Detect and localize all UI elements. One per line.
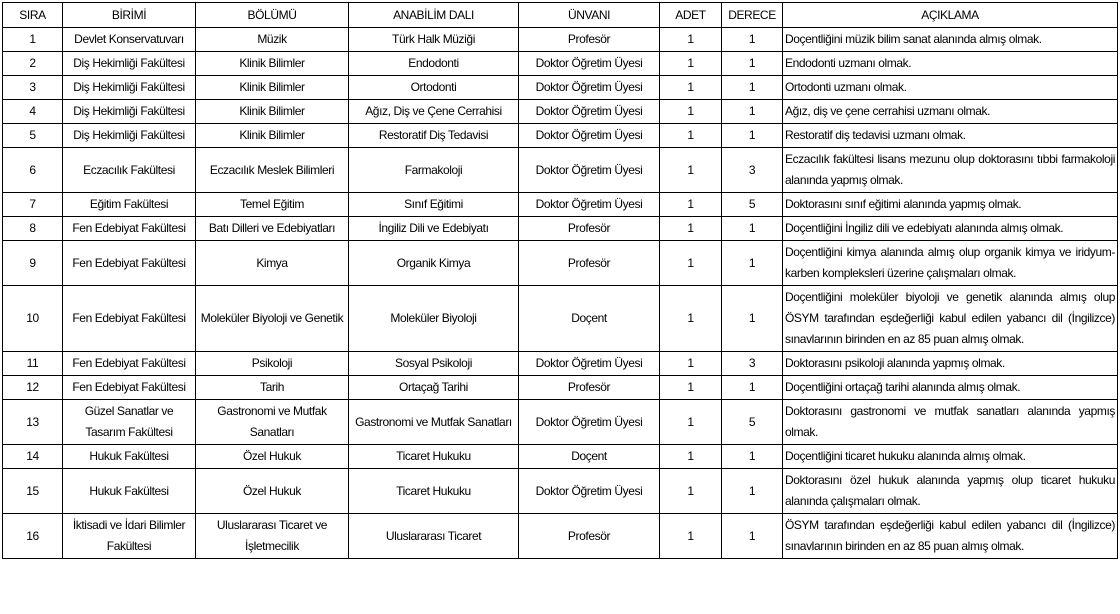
cell-sira: 14 <box>3 445 63 469</box>
cell-adet: 1 <box>660 376 722 400</box>
cell-unvan: Profesör <box>519 514 660 559</box>
cell-birim: Diş Hekimliği Fakültesi <box>63 124 196 148</box>
cell-aciklama: Doçentliğini ortaçağ tarihi alanında almış olmak. <box>783 376 1118 400</box>
cell-unvan: Doktor Öğretim Üyesi <box>519 76 660 100</box>
cell-bolum: Moleküler Biyoloji ve Genetik <box>196 286 349 352</box>
cell-birim: Fen Edebiyat Fakültesi <box>63 286 196 352</box>
cell-derece: 1 <box>722 445 783 469</box>
cell-sira: 11 <box>3 352 63 376</box>
cell-derece: 5 <box>722 400 783 445</box>
cell-aciklama: Doçentliğini ticaret hukuku alanında almış olmak. <box>783 445 1118 469</box>
cell-sira: 6 <box>3 148 63 193</box>
cell-aciklama: Doktorasını psikoloji alanında yapmış olmak. <box>783 352 1118 376</box>
cell-aciklama: Ortodonti uzmanı olmak. <box>783 76 1118 100</box>
cell-bolum: Psikoloji <box>196 352 349 376</box>
cell-adet: 1 <box>660 469 722 514</box>
header-aciklama: AÇIKLAMA <box>783 3 1118 28</box>
cell-unvan: Doktor Öğretim Üyesi <box>519 400 660 445</box>
cell-anabilim-dali: İngiliz Dili ve Edebiyatı <box>349 217 519 241</box>
cell-adet: 1 <box>660 100 722 124</box>
cell-adet: 1 <box>660 286 722 352</box>
cell-adet: 1 <box>660 400 722 445</box>
table-row <box>3 241 1118 286</box>
cell-unvan: Doktor Öğretim Üyesi <box>519 124 660 148</box>
cell-adet: 1 <box>660 241 722 286</box>
cell-birim: İktisadi ve İdari Bilimler Fakültesi <box>63 514 196 559</box>
staff-positions-table-wrapper <box>2 2 1118 559</box>
cell-unvan: Doktor Öğretim Üyesi <box>519 352 660 376</box>
cell-anabilim-dali: Ortodonti <box>349 76 519 100</box>
table-body <box>3 28 1118 559</box>
cell-sira: 4 <box>3 100 63 124</box>
table-row <box>3 124 1118 148</box>
cell-birim: Fen Edebiyat Fakültesi <box>63 217 196 241</box>
cell-adet: 1 <box>660 352 722 376</box>
cell-anabilim-dali: Gastronomi ve Mutfak Sanatları <box>349 400 519 445</box>
cell-sira: 16 <box>3 514 63 559</box>
cell-derece: 3 <box>722 148 783 193</box>
cell-unvan: Doktor Öğretim Üyesi <box>519 52 660 76</box>
cell-sira: 1 <box>3 28 63 52</box>
cell-bolum: Batı Dilleri ve Edebiyatları <box>196 217 349 241</box>
cell-bolum: Uluslararası Ticaret ve İşletmecilik <box>196 514 349 559</box>
cell-sira: 2 <box>3 52 63 76</box>
cell-unvan: Profesör <box>519 28 660 52</box>
cell-derece: 1 <box>722 52 783 76</box>
cell-derece: 5 <box>722 193 783 217</box>
cell-derece: 1 <box>722 376 783 400</box>
cell-anabilim-dali: Ortaçağ Tarihi <box>349 376 519 400</box>
table-row <box>3 352 1118 376</box>
cell-adet: 1 <box>660 28 722 52</box>
cell-bolum: Klinik Bilimler <box>196 76 349 100</box>
cell-derece: 1 <box>722 28 783 52</box>
cell-aciklama: Endodonti uzmanı olmak. <box>783 52 1118 76</box>
table-row <box>3 100 1118 124</box>
cell-bolum: Gastronomi ve Mutfak Sanatları <box>196 400 349 445</box>
table-row <box>3 76 1118 100</box>
cell-aciklama: Doçentliğini moleküler biyoloji ve genetik alanında almış olup ÖSYM tarafından eşdeğerliği kabul edilen yabancı dil (İngilizce) sınavlarının birinden en az 85 puan almış olmak. <box>783 286 1118 352</box>
cell-sira: 12 <box>3 376 63 400</box>
cell-aciklama: Doktorasını özel hukuk alanında yapmış olup ticaret hukuku alanında çalışmaları olmak. <box>783 469 1118 514</box>
cell-bolum: Tarih <box>196 376 349 400</box>
cell-aciklama: ÖSYM tarafından eşdeğerliği kabul edilen yabancı dil (İngilizce) sınavlarının birinden en az 85 puan almış olmak. <box>783 514 1118 559</box>
cell-unvan: Doktor Öğretim Üyesi <box>519 193 660 217</box>
cell-unvan: Profesör <box>519 241 660 286</box>
table-row <box>3 52 1118 76</box>
cell-adet: 1 <box>660 124 722 148</box>
cell-unvan: Doktor Öğretim Üyesi <box>519 148 660 193</box>
staff-positions-table <box>2 2 1118 559</box>
table-row <box>3 217 1118 241</box>
cell-adet: 1 <box>660 514 722 559</box>
table-row <box>3 193 1118 217</box>
cell-derece: 1 <box>722 241 783 286</box>
cell-sira: 5 <box>3 124 63 148</box>
cell-adet: 1 <box>660 193 722 217</box>
cell-bolum: Klinik Bilimler <box>196 100 349 124</box>
cell-bolum: Özel Hukuk <box>196 469 349 514</box>
cell-birim: Eczacılık Fakültesi <box>63 148 196 193</box>
table-row <box>3 400 1118 445</box>
cell-unvan: Doçent <box>519 286 660 352</box>
cell-sira: 8 <box>3 217 63 241</box>
cell-unvan: Profesör <box>519 376 660 400</box>
table-row <box>3 469 1118 514</box>
cell-bolum: Kimya <box>196 241 349 286</box>
cell-aciklama: Restoratif diş tedavisi uzmanı olmak. <box>783 124 1118 148</box>
cell-birim: Diş Hekimliği Fakültesi <box>63 100 196 124</box>
cell-adet: 1 <box>660 148 722 193</box>
cell-birim: Hukuk Fakültesi <box>63 469 196 514</box>
header-bolumu: BÖLÜMÜ <box>196 3 349 28</box>
header-unvani: ÜNVANI <box>519 3 660 28</box>
cell-derece: 1 <box>722 469 783 514</box>
cell-sira: 13 <box>3 400 63 445</box>
cell-sira: 9 <box>3 241 63 286</box>
cell-derece: 1 <box>722 514 783 559</box>
cell-anabilim-dali: Moleküler Biyoloji <box>349 286 519 352</box>
cell-sira: 15 <box>3 469 63 514</box>
cell-anabilim-dali: Sınıf Eğitimi <box>349 193 519 217</box>
cell-bolum: Müzik <box>196 28 349 52</box>
table-row <box>3 514 1118 559</box>
table-row <box>3 445 1118 469</box>
cell-aciklama: Doktorasını gastronomi ve mutfak sanatları alanında yapmış olmak. <box>783 400 1118 445</box>
cell-anabilim-dali: Restoratif Diş Tedavisi <box>349 124 519 148</box>
cell-adet: 1 <box>660 52 722 76</box>
cell-bolum: Eczacılık Meslek Bilimleri <box>196 148 349 193</box>
cell-derece: 1 <box>722 76 783 100</box>
cell-birim: Güzel Sanatlar ve Tasarım Fakültesi <box>63 400 196 445</box>
cell-anabilim-dali: Ticaret Hukuku <box>349 469 519 514</box>
cell-bolum: Klinik Bilimler <box>196 52 349 76</box>
cell-birim: Eğitim Fakültesi <box>63 193 196 217</box>
cell-anabilim-dali: Endodonti <box>349 52 519 76</box>
cell-sira: 3 <box>3 76 63 100</box>
cell-derece: 1 <box>722 100 783 124</box>
cell-birim: Hukuk Fakültesi <box>63 445 196 469</box>
cell-unvan: Doktor Öğretim Üyesi <box>519 469 660 514</box>
cell-bolum: Klinik Bilimler <box>196 124 349 148</box>
cell-adet: 1 <box>660 76 722 100</box>
cell-aciklama: Doktorasını sınıf eğitimi alanında yapmış olmak. <box>783 193 1118 217</box>
cell-birim: Fen Edebiyat Fakültesi <box>63 241 196 286</box>
cell-aciklama: Doçentliğini müzik bilim sanat alanında almış olmak. <box>783 28 1118 52</box>
cell-birim: Diş Hekimliği Fakültesi <box>63 52 196 76</box>
cell-birim: Fen Edebiyat Fakültesi <box>63 352 196 376</box>
cell-anabilim-dali: Farmakoloji <box>349 148 519 193</box>
cell-aciklama: Eczacılık fakültesi lisans mezunu olup doktorasını tıbbi farmakoloji alanında yapmış olmak. <box>783 148 1118 193</box>
cell-birim: Fen Edebiyat Fakültesi <box>63 376 196 400</box>
header-adet: ADET <box>660 3 722 28</box>
cell-unvan: Profesör <box>519 217 660 241</box>
table-row <box>3 148 1118 193</box>
table-row <box>3 28 1118 52</box>
cell-bolum: Temel Eğitim <box>196 193 349 217</box>
table-header-row <box>3 3 1118 28</box>
header-birimi: BİRİMİ <box>63 3 196 28</box>
cell-adet: 1 <box>660 445 722 469</box>
cell-anabilim-dali: Türk Halk Müziği <box>349 28 519 52</box>
cell-derece: 1 <box>722 124 783 148</box>
cell-birim: Diş Hekimliği Fakültesi <box>63 76 196 100</box>
cell-derece: 1 <box>722 217 783 241</box>
header-anabilim-dali: ANABİLİM DALI <box>349 3 519 28</box>
cell-aciklama: Ağız, diş ve çene cerrahisi uzmanı olmak. <box>783 100 1118 124</box>
cell-birim: Devlet Konservatuvarı <box>63 28 196 52</box>
header-sira: SIRA <box>3 3 63 28</box>
cell-aciklama: Doçentliğini İngiliz dili ve edebiyatı alanında almış olmak. <box>783 217 1118 241</box>
cell-sira: 10 <box>3 286 63 352</box>
cell-unvan: Doktor Öğretim Üyesi <box>519 100 660 124</box>
cell-aciklama: Doçentliğini kimya alanında almış olup organik kimya ve iridyum-karben kompleksleri üzerine çalışmaları olmak. <box>783 241 1118 286</box>
cell-adet: 1 <box>660 217 722 241</box>
cell-derece: 3 <box>722 352 783 376</box>
cell-anabilim-dali: Ağız, Diş ve Çene Cerrahisi <box>349 100 519 124</box>
cell-bolum: Özel Hukuk <box>196 445 349 469</box>
cell-sira: 7 <box>3 193 63 217</box>
cell-anabilim-dali: Sosyal Psikoloji <box>349 352 519 376</box>
cell-anabilim-dali: Ticaret Hukuku <box>349 445 519 469</box>
cell-unvan: Doçent <box>519 445 660 469</box>
cell-derece: 1 <box>722 286 783 352</box>
header-derece: DERECE <box>722 3 783 28</box>
table-row <box>3 376 1118 400</box>
table-row <box>3 286 1118 352</box>
cell-anabilim-dali: Uluslararası Ticaret <box>349 514 519 559</box>
cell-anabilim-dali: Organik Kimya <box>349 241 519 286</box>
